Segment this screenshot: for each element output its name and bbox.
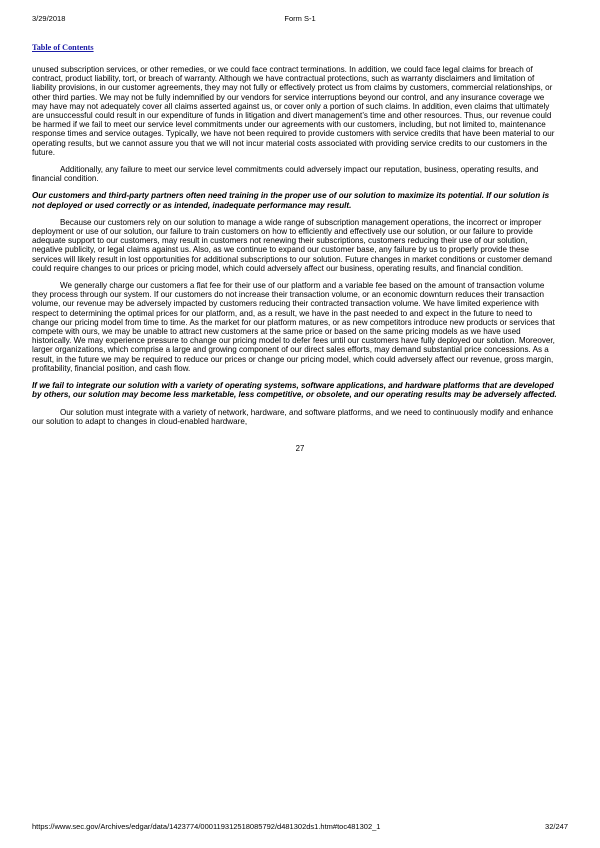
risk-heading-integration: If we fail to integrate our solution with a variety of operating systems, software applications, and hardware platforms that are developed by others, our solution may become less marketable, less competitive, or obsolete, and our operating results may be adversely affected. <box>32 381 557 400</box>
footer-page-count: 32/247 <box>545 822 568 831</box>
risk-heading-training: Our customers and third-party partners often need training in the proper use of our solution to maximize its potential. If our solution is not deployed or used correctly or as intended, inadequate performance may result. <box>32 191 550 210</box>
document-title: Form S-1 <box>284 14 316 23</box>
table-of-contents-link[interactable]: Table of Contents <box>32 43 94 52</box>
document-body <box>32 65 559 434</box>
paragraph-service-level-impact: Additionally, any failure to meet our service level commitments could adversely impact our reputation, business, operating results, and financial condition. <box>32 165 539 184</box>
print-date: 3/29/2018 <box>32 14 66 23</box>
paragraph-deployment: Because our customers rely on our solution to manage a wide range of subscription management operations, the incorrect or improper deployment or use of our solution, our failure to train customers on how to efficiently and effectively use our solution, or our failure to provide adequate support to our customers, may result in customers not renewing their subscriptions, customers reducing their use of our solution, negative publicity, or legal claims against us. Also, as we continue to expand our customer base, any failure by us to properly provide these services will likely result in lost opportunities for additional subscriptions to our solution. Future changes in market conditions or customer demand could require changes to our prices or pricing model, which could adversely affect our business, operating results, and financial condition. <box>32 217 553 273</box>
paragraph-pricing: We generally charge our customers a flat fee for their use of our platform and a variable fee based on the amount of transaction volume they process through our system. If our customers do not increase their transaction volume, or an economic downturn reduces their transaction volume, our revenue may be adversely impacted by customers reducing their contracted transaction volume. We have limited experience with respect to determining the optimal prices for our platform, and, as a result, we have in the past needed to and expect in the future to need to change our pricing model from time to time. As the market for our platform matures, or as new competitors introduce new products or services that compete with ours, we may be unable to attract new customers at the same price or based on the same pricing models as we have used historically. We may experience pressure to change our pricing model to defer fees until our customers have fully deployed our solution. Moreover, larger organizations, which comprise a large and growing component of our direct sales efforts, may demand substantial price concessions. As a result, in the future we may be required to reduce our prices or change our pricing model, which could adversely affect our revenue, gross margin, profitability, financial position, and cash flow. <box>32 281 555 373</box>
footer-url: https://www.sec.gov/Archives/edgar/data/1423774/000119312518085792/d481302ds1.htm#toc481302_1 <box>32 822 381 831</box>
paragraph-integration: Our solution must integrate with a variety of network, hardware, and software platforms, and we need to continuously modify and enhance our solution to adapt to changes in cloud-enabled hardware, <box>32 407 554 426</box>
paragraph-service-credits: unused subscription services, or other remedies, or we could face contract terminations. In addition, we could face legal claims for breach of contract, product liability, tort, or breach of warranty. Although we have contractual protections, such as warranty disclaimers and limitation of liability provisions, in our customer agreements, they may not fully or effectively protect us from claims by customers, commercial relationships, or other third parties. We may not be fully indemnified by our vendors for service interruptions beyond our control, and any insurance coverage we may have may not adequately cover all claims asserted against us, or cover only a portion of such claims. In addition, even claims that ultimately are unsuccessful could result in our expenditure of funds in litigation and divert management’s time and other resources. Thus, our revenue could be harmed if we fail to meet our service level commitments under our agreements with our customers, including, but not limited to, maintenance response times and service outages. Typically, we have not been required to provide customers with service credits that have been material to our operating results, but we cannot assure you that we will not incur material costs associated with providing service credits to our customers in the future. <box>32 65 555 157</box>
page-number: 27 <box>295 444 305 453</box>
